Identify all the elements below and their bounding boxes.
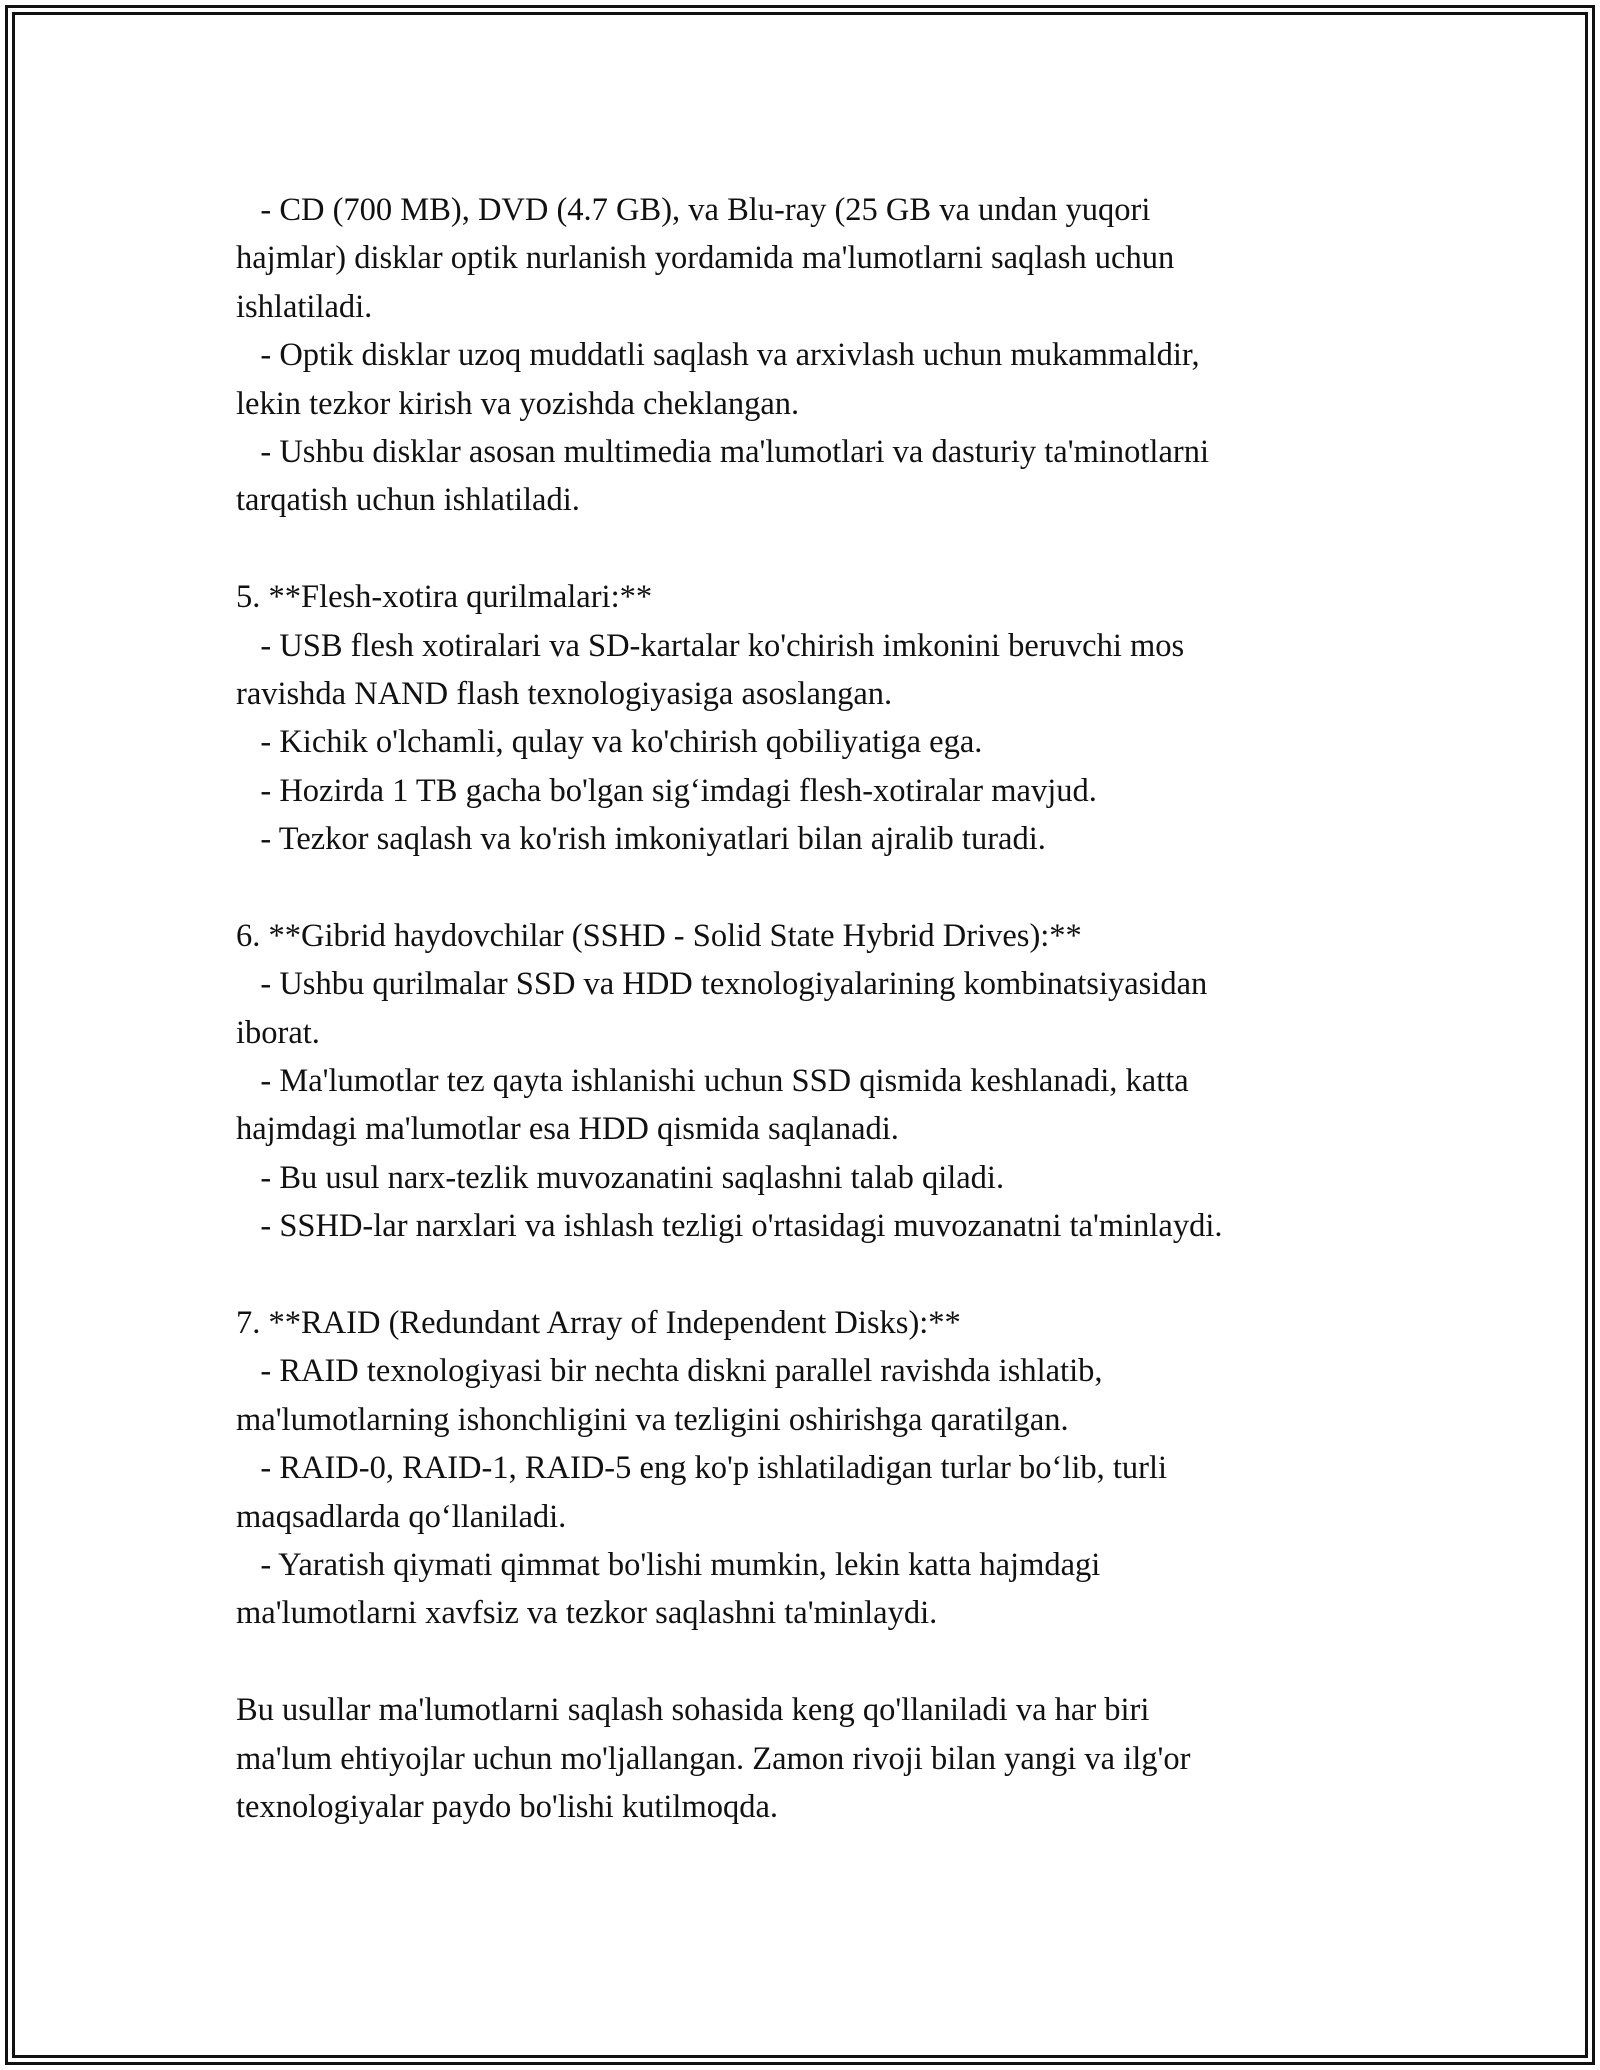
text-line: ma'lumotlarni xavfsiz va tezkor saqlashni ta'minlaydi. (236, 1595, 938, 1632)
text-line: - Yaratish qiymati qimmat bo'lishi mumkin, lekin katta hajmdagi (236, 1546, 1101, 1583)
raid-section (236, 1299, 1376, 1638)
section-heading: 5. **Flesh-xotira qurilmalari:** (236, 579, 653, 616)
text-line: texnologiyalar paydo bo'lishi kutilmoqda. (236, 1788, 779, 1825)
text-line: - Optik disklar uzoq muddatli saqlash va arxivlash uchun mukammaldir, (236, 337, 1200, 374)
section-heading: 6. **Gibrid haydovchilar (SSHD - Solid State Hybrid Drives):** (236, 917, 1082, 954)
text-line: maqsadlarda qo‘llaniladi. (236, 1498, 567, 1535)
text-line: tarqatish uchun ishlatiladi. (236, 482, 580, 519)
text-line: lekin tezkor kirish va yozishda cheklangan. (236, 385, 800, 422)
text-line: ravishda NAND flash texnologiyasiga asoslangan. (236, 675, 893, 712)
text-line: ma'lum ehtiyojlar uchun mo'ljallangan. Zamon rivoji bilan yangi va ilg'or (236, 1740, 1191, 1777)
text-line: - Ushbu disklar asosan multimedia ma'lumotlari va dasturiy ta'minotlarni (236, 433, 1209, 470)
text-line: - CD (700 MB), DVD (4.7 GB), va Blu-ray (25 GB va undan yuqori (236, 192, 1151, 228)
text-line: - RAID texnologiyasi bir nechta diskni parallel ravishda ishlatib, (236, 1353, 1103, 1390)
paragraph-gap (236, 863, 1376, 911)
paragraph-gap (236, 525, 1376, 573)
text-line: ishlatiladi. (236, 288, 373, 325)
text-line: - Tezkor saqlash va ko'rish imkoniyatlari bilan ajralib turadi. (236, 821, 1046, 858)
text-line: hajmdagi ma'lumotlar esa HDD qismida saqlanadi. (236, 1111, 899, 1148)
conclusion-paragraph (236, 1686, 1376, 1831)
text-line: - Hozirda 1 TB gacha bo'lgan sig‘imdagi flesh-xotiralar mavjud. (236, 772, 1097, 809)
hybrid-drives-section (236, 912, 1376, 1251)
text-line: - Bu usul narx-tezlik muvozanatini saqlashni talab qiladi. (236, 1159, 1005, 1196)
text-line: iborat. (236, 1014, 320, 1051)
flash-memory-section (236, 573, 1376, 863)
text-line: - USB flesh xotiralari va SD-kartalar ko'chirish imkonini beruvchi mos (236, 627, 1185, 664)
document-body (236, 186, 1376, 1831)
optical-disks-section (236, 186, 1376, 525)
text-line: - Ma'lumotlar tez qayta ishlanishi uchun SSD qismida keshlanadi, katta (236, 1063, 1189, 1100)
text-line: - Ushbu qurilmalar SSD va HDD texnologiyalarining kombinatsiyasidan (236, 966, 1208, 1003)
text-line: - Kichik o'lchamli, qulay va ko'chirish qobiliyatiga ega. (236, 724, 983, 761)
paragraph-gap (236, 1638, 1376, 1686)
text-line: hajmlar) disklar optik nurlanish yordamida ma'lumotlarni saqlash uchun (236, 240, 1175, 277)
text-line: - SSHD-lar narxlari va ishlash tezligi o'rtasidagi muvozanatni ta'minlaydi. (236, 1208, 1223, 1245)
text-line: - RAID-0, RAID-1, RAID-5 eng ko'p ishlatiladigan turlar bo‘lib, turli (236, 1450, 1168, 1487)
section-heading: 7. **RAID (Redundant Array of Independent Disks):** (236, 1304, 961, 1341)
text-line: ma'lumotlarning ishonchligini va tezligini oshirishga qaratilgan. (236, 1401, 1069, 1438)
text-line: Bu usullar ma'lumotlarni saqlash sohasida keng qo'llaniladi va har biri (236, 1692, 1150, 1729)
paragraph-gap (236, 1251, 1376, 1299)
